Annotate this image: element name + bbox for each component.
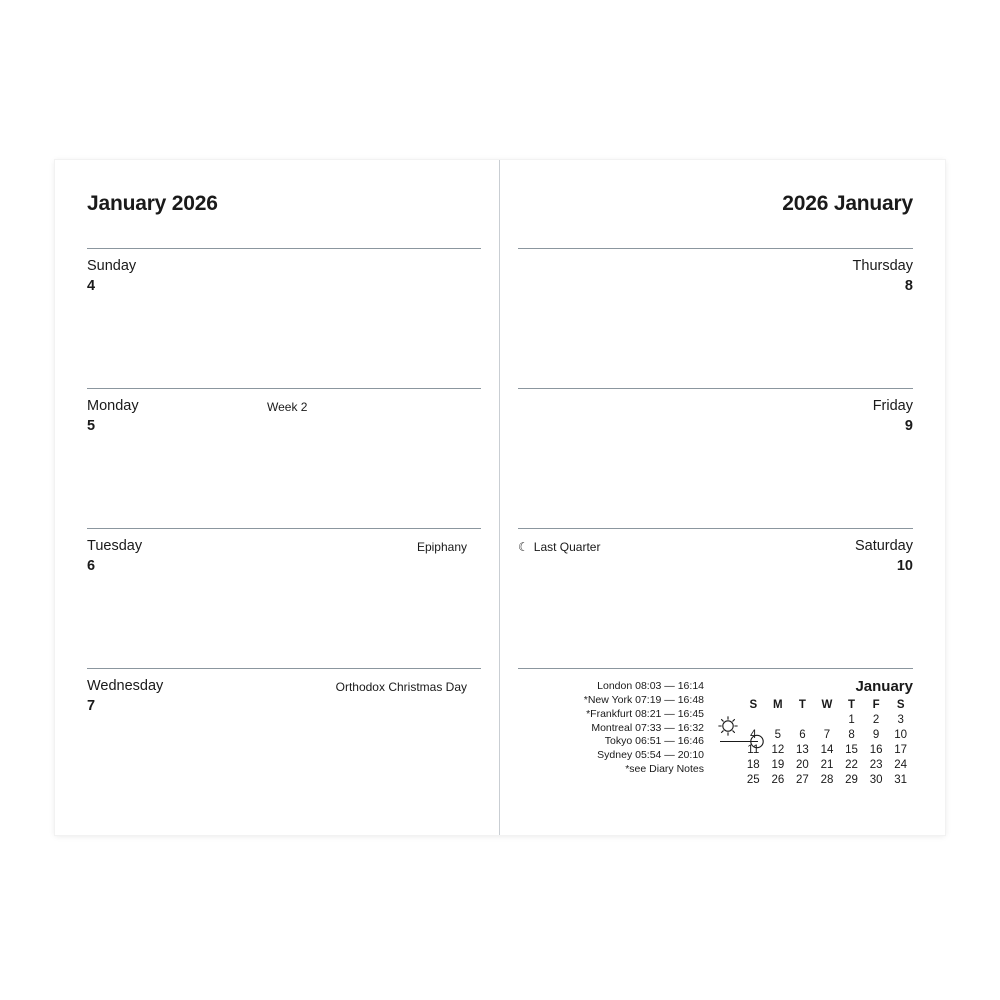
- weekday-header: T: [798, 699, 806, 711]
- day-number: 6: [87, 558, 96, 574]
- day-name: Friday: [872, 398, 913, 414]
- day-number: 4: [87, 278, 96, 294]
- weekday-header: T: [848, 699, 856, 711]
- day-number: 7: [87, 698, 96, 714]
- mini-calendar-day[interactable]: 3: [897, 713, 904, 726]
- diary-notes-footnote: *see Diary Notes: [625, 763, 704, 776]
- sun-time-montreal: Montreal 07:33 — 16:32: [591, 721, 704, 734]
- mini-calendar-day[interactable]: 15: [845, 743, 858, 756]
- week-number-label: Week 2: [267, 400, 308, 414]
- day-entry-sunday[interactable]: [87, 248, 481, 388]
- mini-calendar-day[interactable]: 21: [820, 758, 834, 771]
- weekday-header: S: [896, 699, 905, 711]
- moon-phase-label: [518, 540, 600, 554]
- mini-calendar-day[interactable]: 26: [771, 773, 785, 786]
- mini-calendar-week-row: [741, 772, 913, 787]
- right-masthead: 2026 January: [782, 192, 913, 215]
- day-entry-wednesday[interactable]: [87, 668, 481, 808]
- mini-calendar-day[interactable]: 29: [845, 773, 858, 786]
- day-name: Sunday: [87, 258, 137, 274]
- mini-calendar-day[interactable]: 27: [796, 773, 809, 786]
- day-name: Thursday: [852, 258, 913, 274]
- mini-calendar-day[interactable]: 14: [820, 743, 834, 756]
- mini-calendar-day[interactable]: 25: [746, 773, 760, 786]
- holiday-label: Orthodox Christmas Day: [335, 680, 467, 694]
- mini-calendar-day[interactable]: 1: [848, 713, 855, 726]
- mini-calendar-day[interactable]: 6: [799, 728, 806, 741]
- mini-calendar-day[interactable]: 24: [894, 758, 908, 771]
- mini-calendar-week-row: [741, 727, 913, 742]
- mini-calendar-day[interactable]: 22: [845, 758, 858, 771]
- mini-calendar-day[interactable]: [815, 712, 840, 727]
- day-entry-friday[interactable]: [518, 388, 913, 528]
- mini-calendar-day[interactable]: 2: [872, 713, 880, 726]
- info-row: [518, 668, 913, 808]
- mini-calendar-day[interactable]: [790, 712, 815, 727]
- day-number: 10: [896, 558, 913, 574]
- mini-calendar-title: January: [855, 678, 913, 695]
- day-number: 8: [904, 278, 913, 294]
- mini-calendar-header-row: [741, 698, 913, 712]
- mini-calendar-week-row: [741, 742, 913, 757]
- mini-calendar[interactable]: [741, 678, 913, 787]
- mini-calendar-day[interactable]: 9: [872, 728, 880, 741]
- mini-calendar-day[interactable]: 18: [746, 758, 760, 771]
- sun-time-new-york: *New York 07:19 — 16:48: [583, 693, 704, 706]
- weekday-header: M: [773, 699, 783, 711]
- left-masthead: January 2026: [87, 192, 218, 215]
- holiday-label: Epiphany: [416, 540, 467, 554]
- mini-calendar-day[interactable]: 31: [894, 773, 908, 786]
- mini-calendar-day[interactable]: [766, 712, 791, 727]
- day-name: Wednesday: [87, 678, 164, 694]
- weekday-header: F: [872, 699, 880, 711]
- moon-icon: ☾: [518, 540, 529, 554]
- moon-phase-text: Last Quarter: [533, 540, 601, 554]
- day-entry-saturday[interactable]: [518, 528, 913, 668]
- right-page: [500, 160, 945, 835]
- diary-spread: [55, 160, 945, 835]
- mini-calendar-day[interactable]: 5: [774, 728, 782, 741]
- mini-calendar-day[interactable]: 10: [894, 728, 908, 741]
- mini-calendar-day[interactable]: [741, 712, 766, 727]
- mini-calendar-day[interactable]: 8: [848, 728, 855, 741]
- mini-calendar-day[interactable]: 20: [796, 758, 809, 771]
- mini-calendar-week-row: [741, 712, 913, 727]
- mini-calendar-day[interactable]: 19: [771, 758, 785, 771]
- left-page: [55, 160, 500, 835]
- day-number: 5: [87, 418, 96, 434]
- day-entry-thursday[interactable]: [518, 248, 913, 388]
- day-entry-monday[interactable]: [87, 388, 481, 528]
- mini-calendar-day[interactable]: 16: [869, 743, 883, 756]
- day-name: Saturday: [854, 538, 913, 554]
- mini-calendar-day[interactable]: 12: [771, 743, 785, 756]
- sun-time-frankfurt: *Frankfurt 08:21 — 16:45: [586, 707, 704, 720]
- mini-calendar-day[interactable]: 28: [820, 773, 834, 786]
- right-day-rows: [518, 248, 913, 835]
- mini-calendar-day[interactable]: 30: [869, 773, 883, 786]
- day-name: Tuesday: [87, 538, 143, 554]
- mini-calendar-day[interactable]: 17: [894, 743, 908, 756]
- mini-calendar-day[interactable]: 13: [796, 743, 809, 756]
- sun-time-london: London 08:03 — 16:14: [597, 680, 704, 692]
- mini-calendar-table: [741, 698, 913, 787]
- day-number: 9: [904, 418, 913, 434]
- sun-time-tokyo: Tokyo 06:51 — 16:46: [604, 735, 704, 748]
- left-day-rows: [87, 248, 481, 835]
- weekday-header: S: [749, 699, 758, 711]
- day-entry-tuesday[interactable]: [87, 528, 481, 668]
- sunrise-sunset-times: [524, 680, 704, 777]
- mini-calendar-day[interactable]: 4: [750, 728, 757, 741]
- mini-calendar-day[interactable]: 11: [747, 743, 760, 756]
- mini-calendar-week-row: [741, 757, 913, 772]
- sun-time-sydney: Sydney 05:54 — 20:10: [597, 749, 704, 762]
- mini-calendar-day[interactable]: 23: [869, 758, 883, 771]
- mini-calendar-day[interactable]: 7: [823, 728, 831, 741]
- weekday-header: W: [821, 699, 833, 711]
- day-name: Monday: [87, 398, 139, 414]
